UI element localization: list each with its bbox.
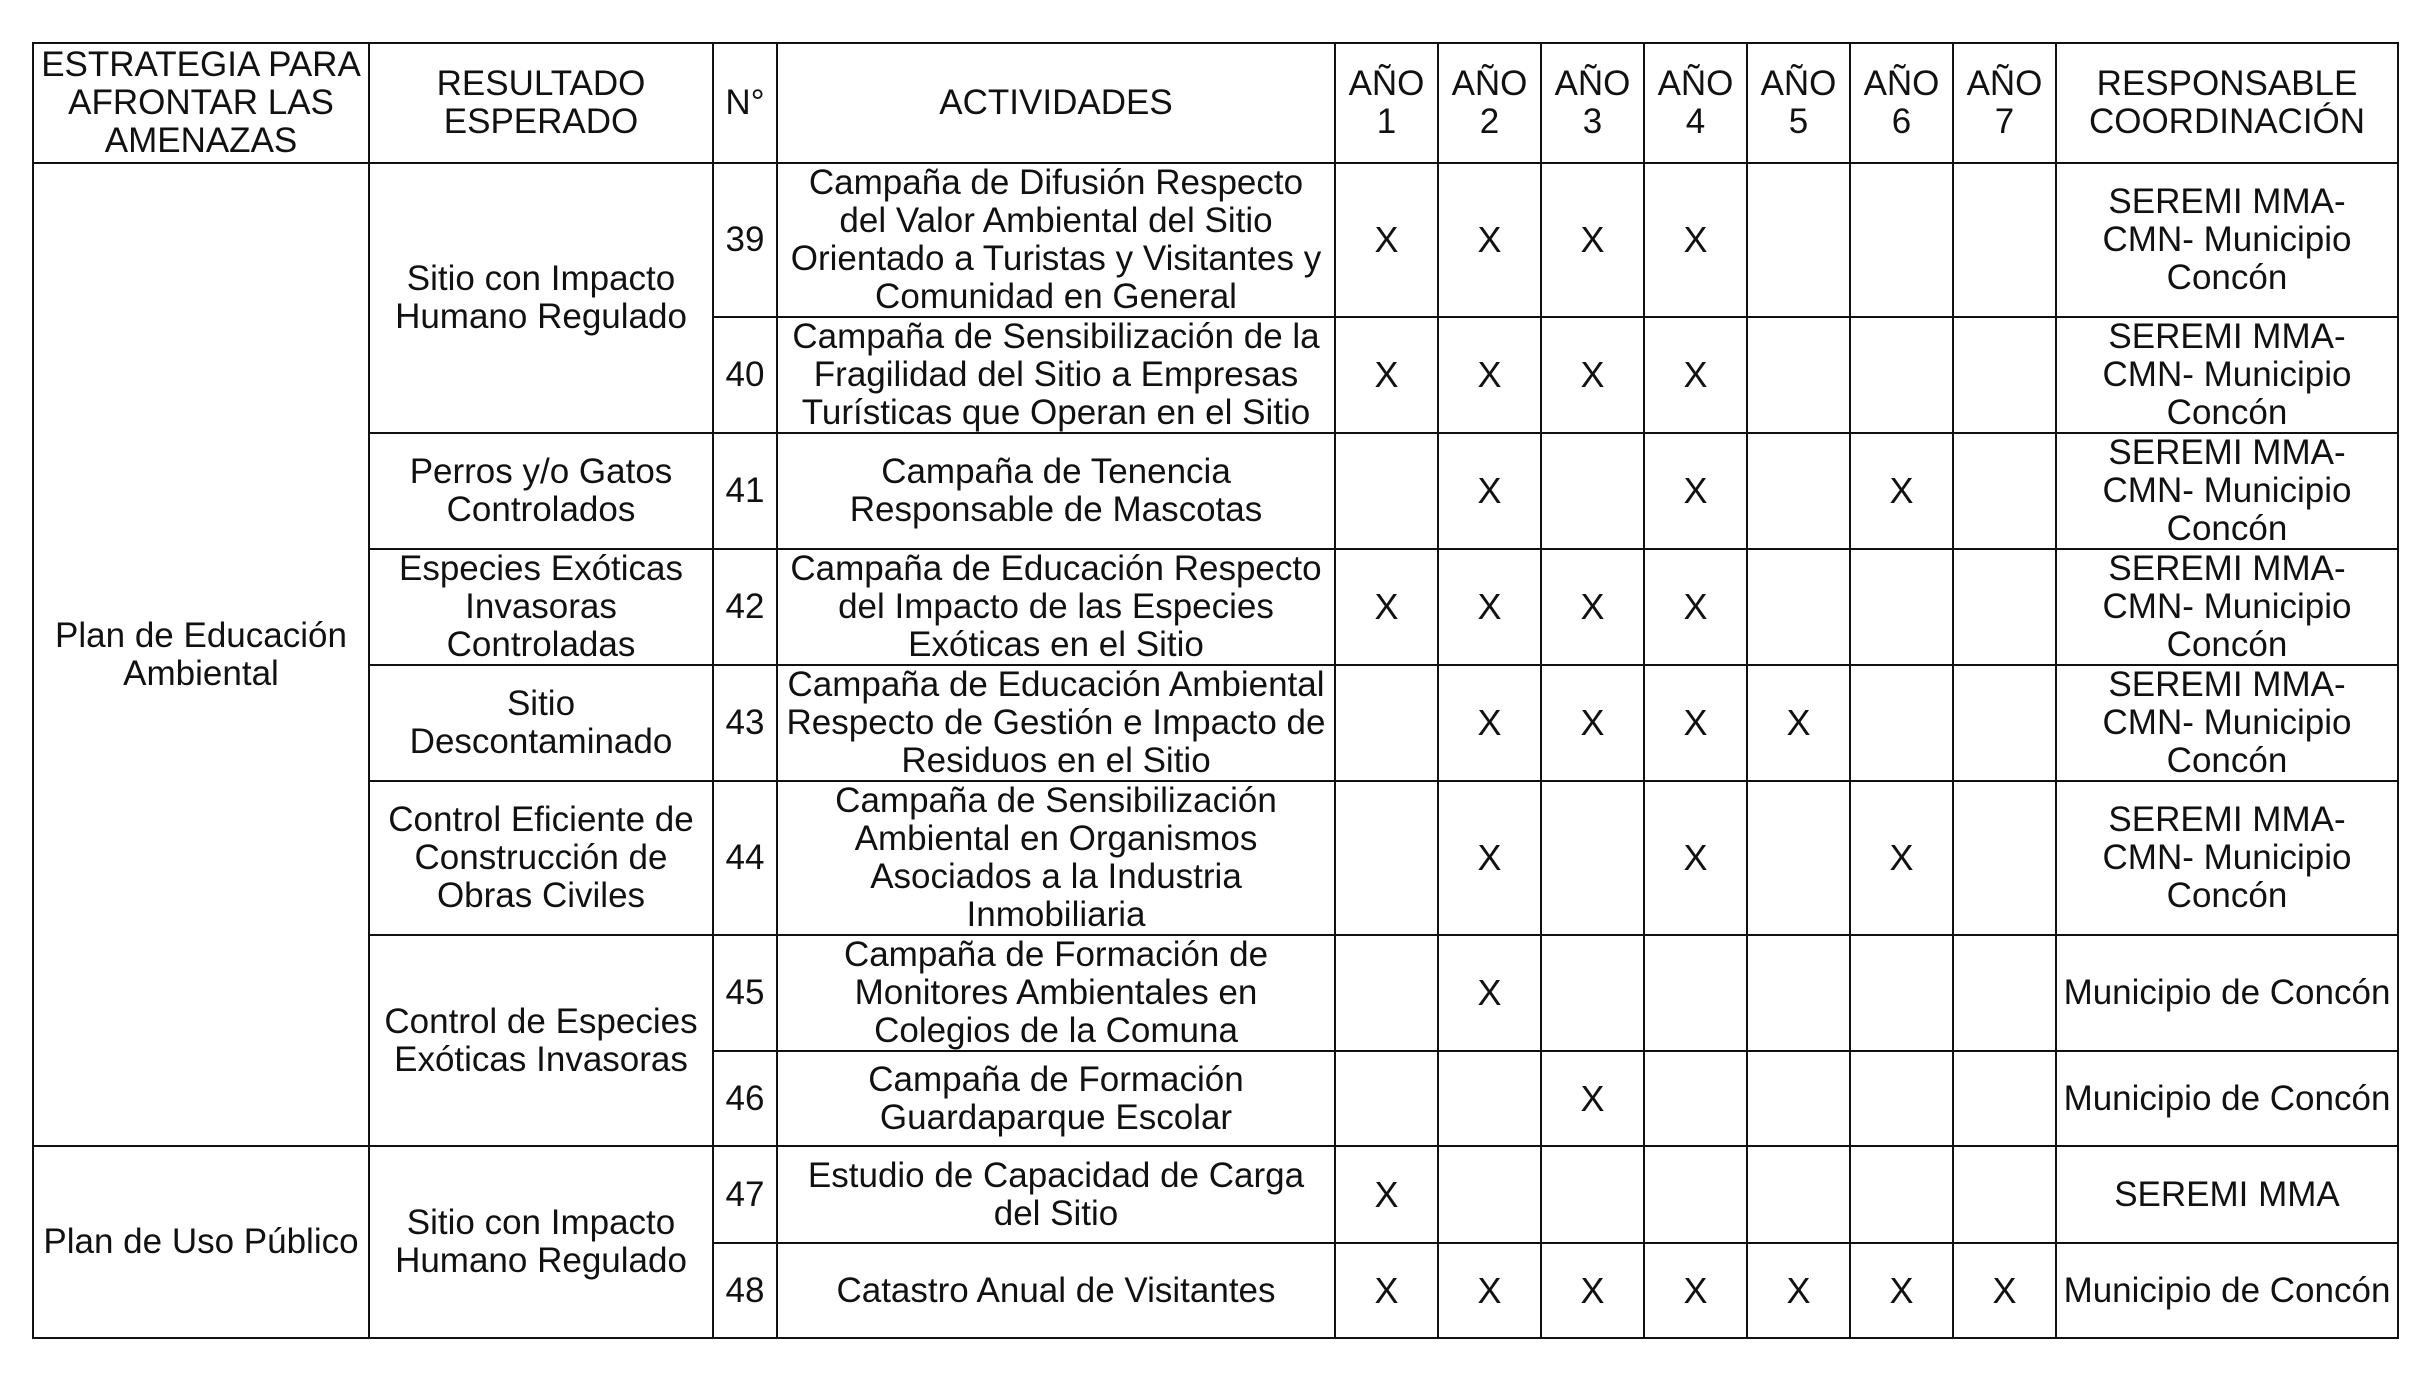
year-3-mark: X — [1541, 1051, 1644, 1146]
table-row — [33, 781, 2398, 935]
year-4-mark: X — [1644, 317, 1747, 433]
activity-cell: Estudio de Capacidad de Carga del Sitio — [777, 1146, 1335, 1243]
year-5-mark — [1747, 1051, 1850, 1146]
header-estrategia: ESTRATEGIA PARA AFRONTAR LAS AMENAZAS — [33, 43, 369, 163]
header-year-3: AÑO 3 — [1541, 43, 1644, 163]
result-cell: Perros y/o Gatos Controlados — [369, 433, 713, 549]
year-7-mark — [1953, 433, 2056, 549]
responsable-cell: SEREMI MMA-CMN- Municipio Concón — [2056, 433, 2398, 549]
result-cell: Control Eficiente de Construcción de Obras Civiles — [369, 781, 713, 935]
year-7-mark — [1953, 781, 2056, 935]
year-7-mark: X — [1953, 1243, 2056, 1338]
year-6-mark — [1850, 1051, 1953, 1146]
year-7-mark — [1953, 1146, 2056, 1243]
activity-number: 48 — [713, 1243, 777, 1338]
year-4-mark: X — [1644, 549, 1747, 665]
year-2-mark: X — [1438, 665, 1541, 781]
year-1-mark: X — [1335, 1146, 1438, 1243]
year-2-mark — [1438, 1146, 1541, 1243]
table-row — [33, 1146, 2398, 1243]
table-row — [33, 935, 2398, 1051]
year-3-mark: X — [1541, 317, 1644, 433]
activity-number: 43 — [713, 665, 777, 781]
year-1-mark — [1335, 935, 1438, 1051]
strategy-cell: Plan de Educación Ambiental — [33, 163, 369, 1146]
year-1-mark: X — [1335, 163, 1438, 317]
result-cell: Especies Exóticas Invasoras Controladas — [369, 549, 713, 665]
header-row — [33, 43, 2398, 163]
year-2-mark: X — [1438, 781, 1541, 935]
year-7-mark — [1953, 163, 2056, 317]
result-cell: Sitio con Impacto Humano Regulado — [369, 1146, 713, 1338]
activity-number: 41 — [713, 433, 777, 549]
result-cell: Control de Especies Exóticas Invasoras — [369, 935, 713, 1146]
responsable-cell: SEREMI MMA — [2056, 1146, 2398, 1243]
result-cell: Sitio Descontaminado — [369, 665, 713, 781]
year-5-mark — [1747, 163, 1850, 317]
activity-cell: Campaña de Educación Ambiental Respecto de Gestión e Impacto de Residuos en el Sitio — [777, 665, 1335, 781]
header-year-2: AÑO 2 — [1438, 43, 1541, 163]
year-1-mark — [1335, 665, 1438, 781]
year-4-mark — [1644, 1051, 1747, 1146]
year-2-mark: X — [1438, 163, 1541, 317]
table-row — [33, 549, 2398, 665]
year-3-mark: X — [1541, 1243, 1644, 1338]
header-actividades: ACTIVIDADES — [777, 43, 1335, 163]
year-4-mark: X — [1644, 665, 1747, 781]
activity-number: 45 — [713, 935, 777, 1051]
year-5-mark — [1747, 781, 1850, 935]
year-6-mark — [1850, 665, 1953, 781]
header-year-4: AÑO 4 — [1644, 43, 1747, 163]
year-2-mark — [1438, 1051, 1541, 1146]
header-year-7: AÑO 7 — [1953, 43, 2056, 163]
year-3-mark — [1541, 433, 1644, 549]
year-4-mark: X — [1644, 781, 1747, 935]
header-year-6: AÑO 6 — [1850, 43, 1953, 163]
year-6-mark — [1850, 549, 1953, 665]
year-4-mark — [1644, 1146, 1747, 1243]
header-year-5: AÑO 5 — [1747, 43, 1850, 163]
year-6-mark — [1850, 935, 1953, 1051]
table-row — [33, 665, 2398, 781]
activity-number: 39 — [713, 163, 777, 317]
year-5-mark — [1747, 935, 1850, 1051]
year-2-mark: X — [1438, 317, 1541, 433]
responsable-cell: SEREMI MMA-CMN- Municipio Concón — [2056, 665, 2398, 781]
activity-number: 47 — [713, 1146, 777, 1243]
year-7-mark — [1953, 1051, 2056, 1146]
year-6-mark — [1850, 163, 1953, 317]
responsable-cell: SEREMI MMA-CMN- Municipio Concón — [2056, 549, 2398, 665]
year-1-mark: X — [1335, 317, 1438, 433]
year-2-mark: X — [1438, 433, 1541, 549]
year-1-mark: X — [1335, 549, 1438, 665]
year-7-mark — [1953, 665, 2056, 781]
year-4-mark — [1644, 935, 1747, 1051]
year-4-mark: X — [1644, 433, 1747, 549]
year-3-mark — [1541, 1146, 1644, 1243]
year-1-mark — [1335, 1051, 1438, 1146]
year-6-mark: X — [1850, 433, 1953, 549]
activity-cell: Campaña de Educación Respecto del Impacto de las Especies Exóticas en el Sitio — [777, 549, 1335, 665]
activity-schedule-table — [32, 42, 2399, 1339]
year-5-mark — [1747, 1146, 1850, 1243]
activity-number: 46 — [713, 1051, 777, 1146]
year-4-mark: X — [1644, 1243, 1747, 1338]
year-7-mark — [1953, 549, 2056, 665]
year-2-mark: X — [1438, 1243, 1541, 1338]
year-3-mark: X — [1541, 665, 1644, 781]
activity-cell: Catastro Anual de Visitantes — [777, 1243, 1335, 1338]
responsable-cell: SEREMI MMA-CMN- Municipio Concón — [2056, 317, 2398, 433]
year-3-mark — [1541, 935, 1644, 1051]
table-row — [33, 163, 2398, 317]
year-1-mark: X — [1335, 1243, 1438, 1338]
year-1-mark — [1335, 433, 1438, 549]
year-6-mark — [1850, 317, 1953, 433]
responsable-cell: Municipio de Concón — [2056, 1243, 2398, 1338]
activity-cell: Campaña de Tenencia Responsable de Mascotas — [777, 433, 1335, 549]
activity-cell: Campaña de Difusión Respecto del Valor Ambiental del Sitio Orientado a Turistas y Visitantes y Comunidad en General — [777, 163, 1335, 317]
year-2-mark: X — [1438, 549, 1541, 665]
strategy-cell: Plan de Uso Público — [33, 1146, 369, 1338]
activity-cell: Campaña de Formación Guardaparque Escolar — [777, 1051, 1335, 1146]
activity-cell: Campaña de Sensibilización de la Fragilidad del Sitio a Empresas Turísticas que Operan en el Sitio — [777, 317, 1335, 433]
header-numero: N° — [713, 43, 777, 163]
year-3-mark: X — [1541, 549, 1644, 665]
year-2-mark: X — [1438, 935, 1541, 1051]
year-5-mark: X — [1747, 665, 1850, 781]
year-7-mark — [1953, 935, 2056, 1051]
activity-number: 44 — [713, 781, 777, 935]
responsable-cell: SEREMI MMA-CMN- Municipio Concón — [2056, 163, 2398, 317]
table-row — [33, 433, 2398, 549]
year-5-mark — [1747, 549, 1850, 665]
header-resultado: RESULTADO ESPERADO — [369, 43, 713, 163]
responsable-cell: SEREMI MMA-CMN- Municipio Concón — [2056, 781, 2398, 935]
year-6-mark: X — [1850, 781, 1953, 935]
activity-number: 42 — [713, 549, 777, 665]
activity-cell: Campaña de Sensibilización Ambiental en Organismos Asociados a la Industria Inmobiliaria — [777, 781, 1335, 935]
year-3-mark — [1541, 781, 1644, 935]
header-responsable: RESPONSABLE COORDINACIÓN — [2056, 43, 2398, 163]
result-cell: Sitio con Impacto Humano Regulado — [369, 163, 713, 433]
activity-cell: Campaña de Formación de Monitores Ambientales en Colegios de la Comuna — [777, 935, 1335, 1051]
responsable-cell: Municipio de Concón — [2056, 1051, 2398, 1146]
year-3-mark: X — [1541, 163, 1644, 317]
header-year-1: AÑO 1 — [1335, 43, 1438, 163]
year-7-mark — [1953, 317, 2056, 433]
year-5-mark — [1747, 317, 1850, 433]
year-5-mark: X — [1747, 1243, 1850, 1338]
activity-number: 40 — [713, 317, 777, 433]
activity-schedule-table-wrapper — [32, 42, 2399, 1339]
responsable-cell: Municipio de Concón — [2056, 935, 2398, 1051]
year-1-mark — [1335, 781, 1438, 935]
year-6-mark: X — [1850, 1243, 1953, 1338]
year-6-mark — [1850, 1146, 1953, 1243]
year-4-mark: X — [1644, 163, 1747, 317]
year-5-mark — [1747, 433, 1850, 549]
